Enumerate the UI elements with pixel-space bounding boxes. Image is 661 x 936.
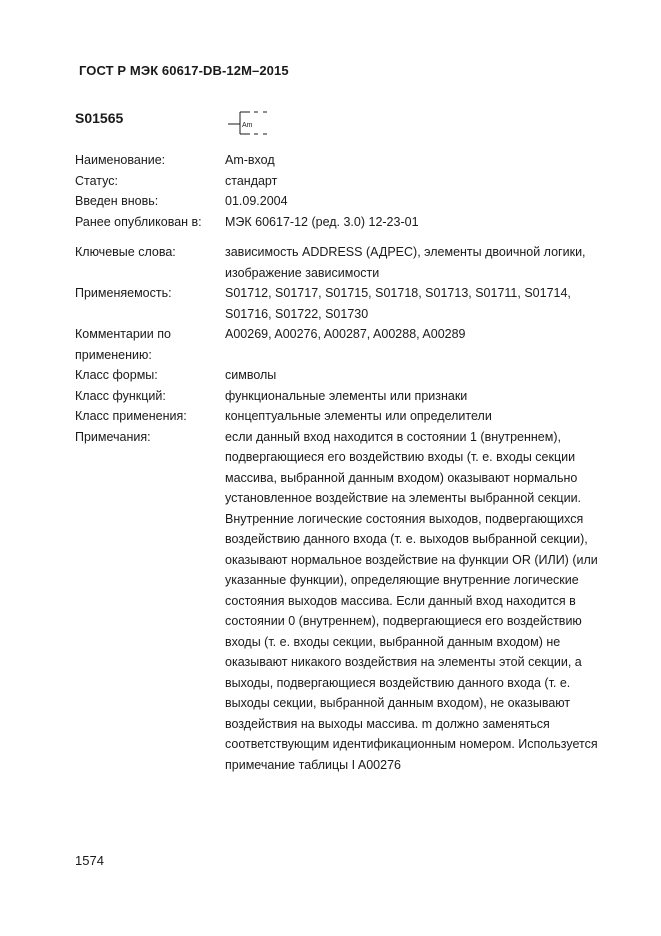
field-application-comments <box>75 324 635 365</box>
field-name <box>75 150 635 171</box>
note-line: воздействия на выходы массива. m должно заменяться <box>225 716 550 731</box>
field-introduced <box>75 191 635 212</box>
field-shape-class <box>75 365 635 386</box>
label-line: применению: <box>75 347 152 362</box>
note-line: подвергающиеся его воздействию входы (т. е. входы секции <box>225 450 576 464</box>
field-label: Ключевые слова: <box>75 245 176 259</box>
document-header: ГОСТ Р МЭК 60617-DB-12M–2015 <box>79 63 289 78</box>
field-value: МЭК 60617-12 (ред. 3.0) 12-23-01 <box>225 214 419 229</box>
value-line: S01712, S01717, S01715, S01718, S01713, S01711, S01714, <box>225 286 571 300</box>
note-line: оказывают нормальное воздействие на функции OR (ИЛИ) (или <box>225 552 598 567</box>
field-label: Класс функций: <box>75 388 166 403</box>
note-line: Внутренние логические состояния выходов, подвергающихся <box>225 511 584 526</box>
value-line: зависимость ADDRESS (АДРЕС), элементы двоичной логики, <box>225 245 586 259</box>
field-previously-published <box>75 212 635 233</box>
field-label: Введен вновь: <box>75 194 159 208</box>
field-label <box>75 324 225 365</box>
note-line: соответствующим идентификационным номером. Используется <box>225 737 598 751</box>
field-keywords <box>75 242 635 283</box>
field-value: концептуальные элементы или определители <box>225 409 492 423</box>
am-input-symbol <box>224 106 284 140</box>
field-label: Статус: <box>75 173 118 188</box>
field-application-class <box>75 406 635 427</box>
value-line: S01716, S01722, S01730 <box>225 306 369 321</box>
note-line: входы (т. е. входы секции, выбранной данным входом) не <box>225 634 561 649</box>
field-value: символы <box>225 368 277 382</box>
note-line: примечание таблицы I A00276 <box>225 757 401 772</box>
symbol-code: S01565 <box>75 110 124 126</box>
field-function-class <box>75 386 635 407</box>
note-line: указанные функции), определяющие внутренние логические <box>225 573 579 587</box>
field-label: Класс применения: <box>75 409 187 423</box>
field-label: Примечания: <box>75 429 151 444</box>
note-line: если данный вход находится в состоянии 1 (внутреннем), <box>225 429 561 444</box>
note-line: воздействию данного входа (т. е. выходов выбранной секции), <box>225 532 588 546</box>
field-label: Класс формы: <box>75 368 158 382</box>
note-line: выходы, подвергающиеся воздействию данного входа (т. е. <box>225 675 571 690</box>
field-value <box>225 242 635 283</box>
field-value: 01.09.2004 <box>225 194 288 208</box>
field-value <box>225 427 635 776</box>
field-status <box>75 171 635 192</box>
field-value <box>225 283 635 324</box>
field-value: A00269, A00276, A00287, A00288, A00289 <box>225 327 466 341</box>
field-value: функциональные элементы или признаки <box>225 388 468 403</box>
field-value: Am-вход <box>225 153 275 167</box>
value-line: изображение зависимости <box>225 265 380 280</box>
symbol-label: Am <box>242 122 253 129</box>
note-line: оказывают никакого воздействия на элементы этой секции, а <box>225 655 582 669</box>
field-label: Применяемость: <box>75 286 172 300</box>
label-line: Комментарии по <box>75 327 171 341</box>
note-line: массива, выбранной данным входом) оказывают нормально <box>225 470 578 485</box>
page-number: 1574 <box>75 853 104 868</box>
note-line: состоянии 0 (внутреннем), подвергающиеся его воздействию <box>225 614 582 628</box>
note-line: выходы секции, выбранной данным входом), не оказывают <box>225 696 571 710</box>
field-value: стандарт <box>225 173 278 188</box>
note-line: состояния выходов массива. Если данный вход находится в <box>225 593 576 608</box>
field-list <box>75 150 635 775</box>
field-notes <box>75 427 635 776</box>
field-label: Наименование: <box>75 153 166 167</box>
field-label: Ранее опубликован в: <box>75 214 202 229</box>
note-line: установленное воздействие на элементы выбранной секции. <box>225 491 582 505</box>
field-applicability <box>75 283 635 324</box>
